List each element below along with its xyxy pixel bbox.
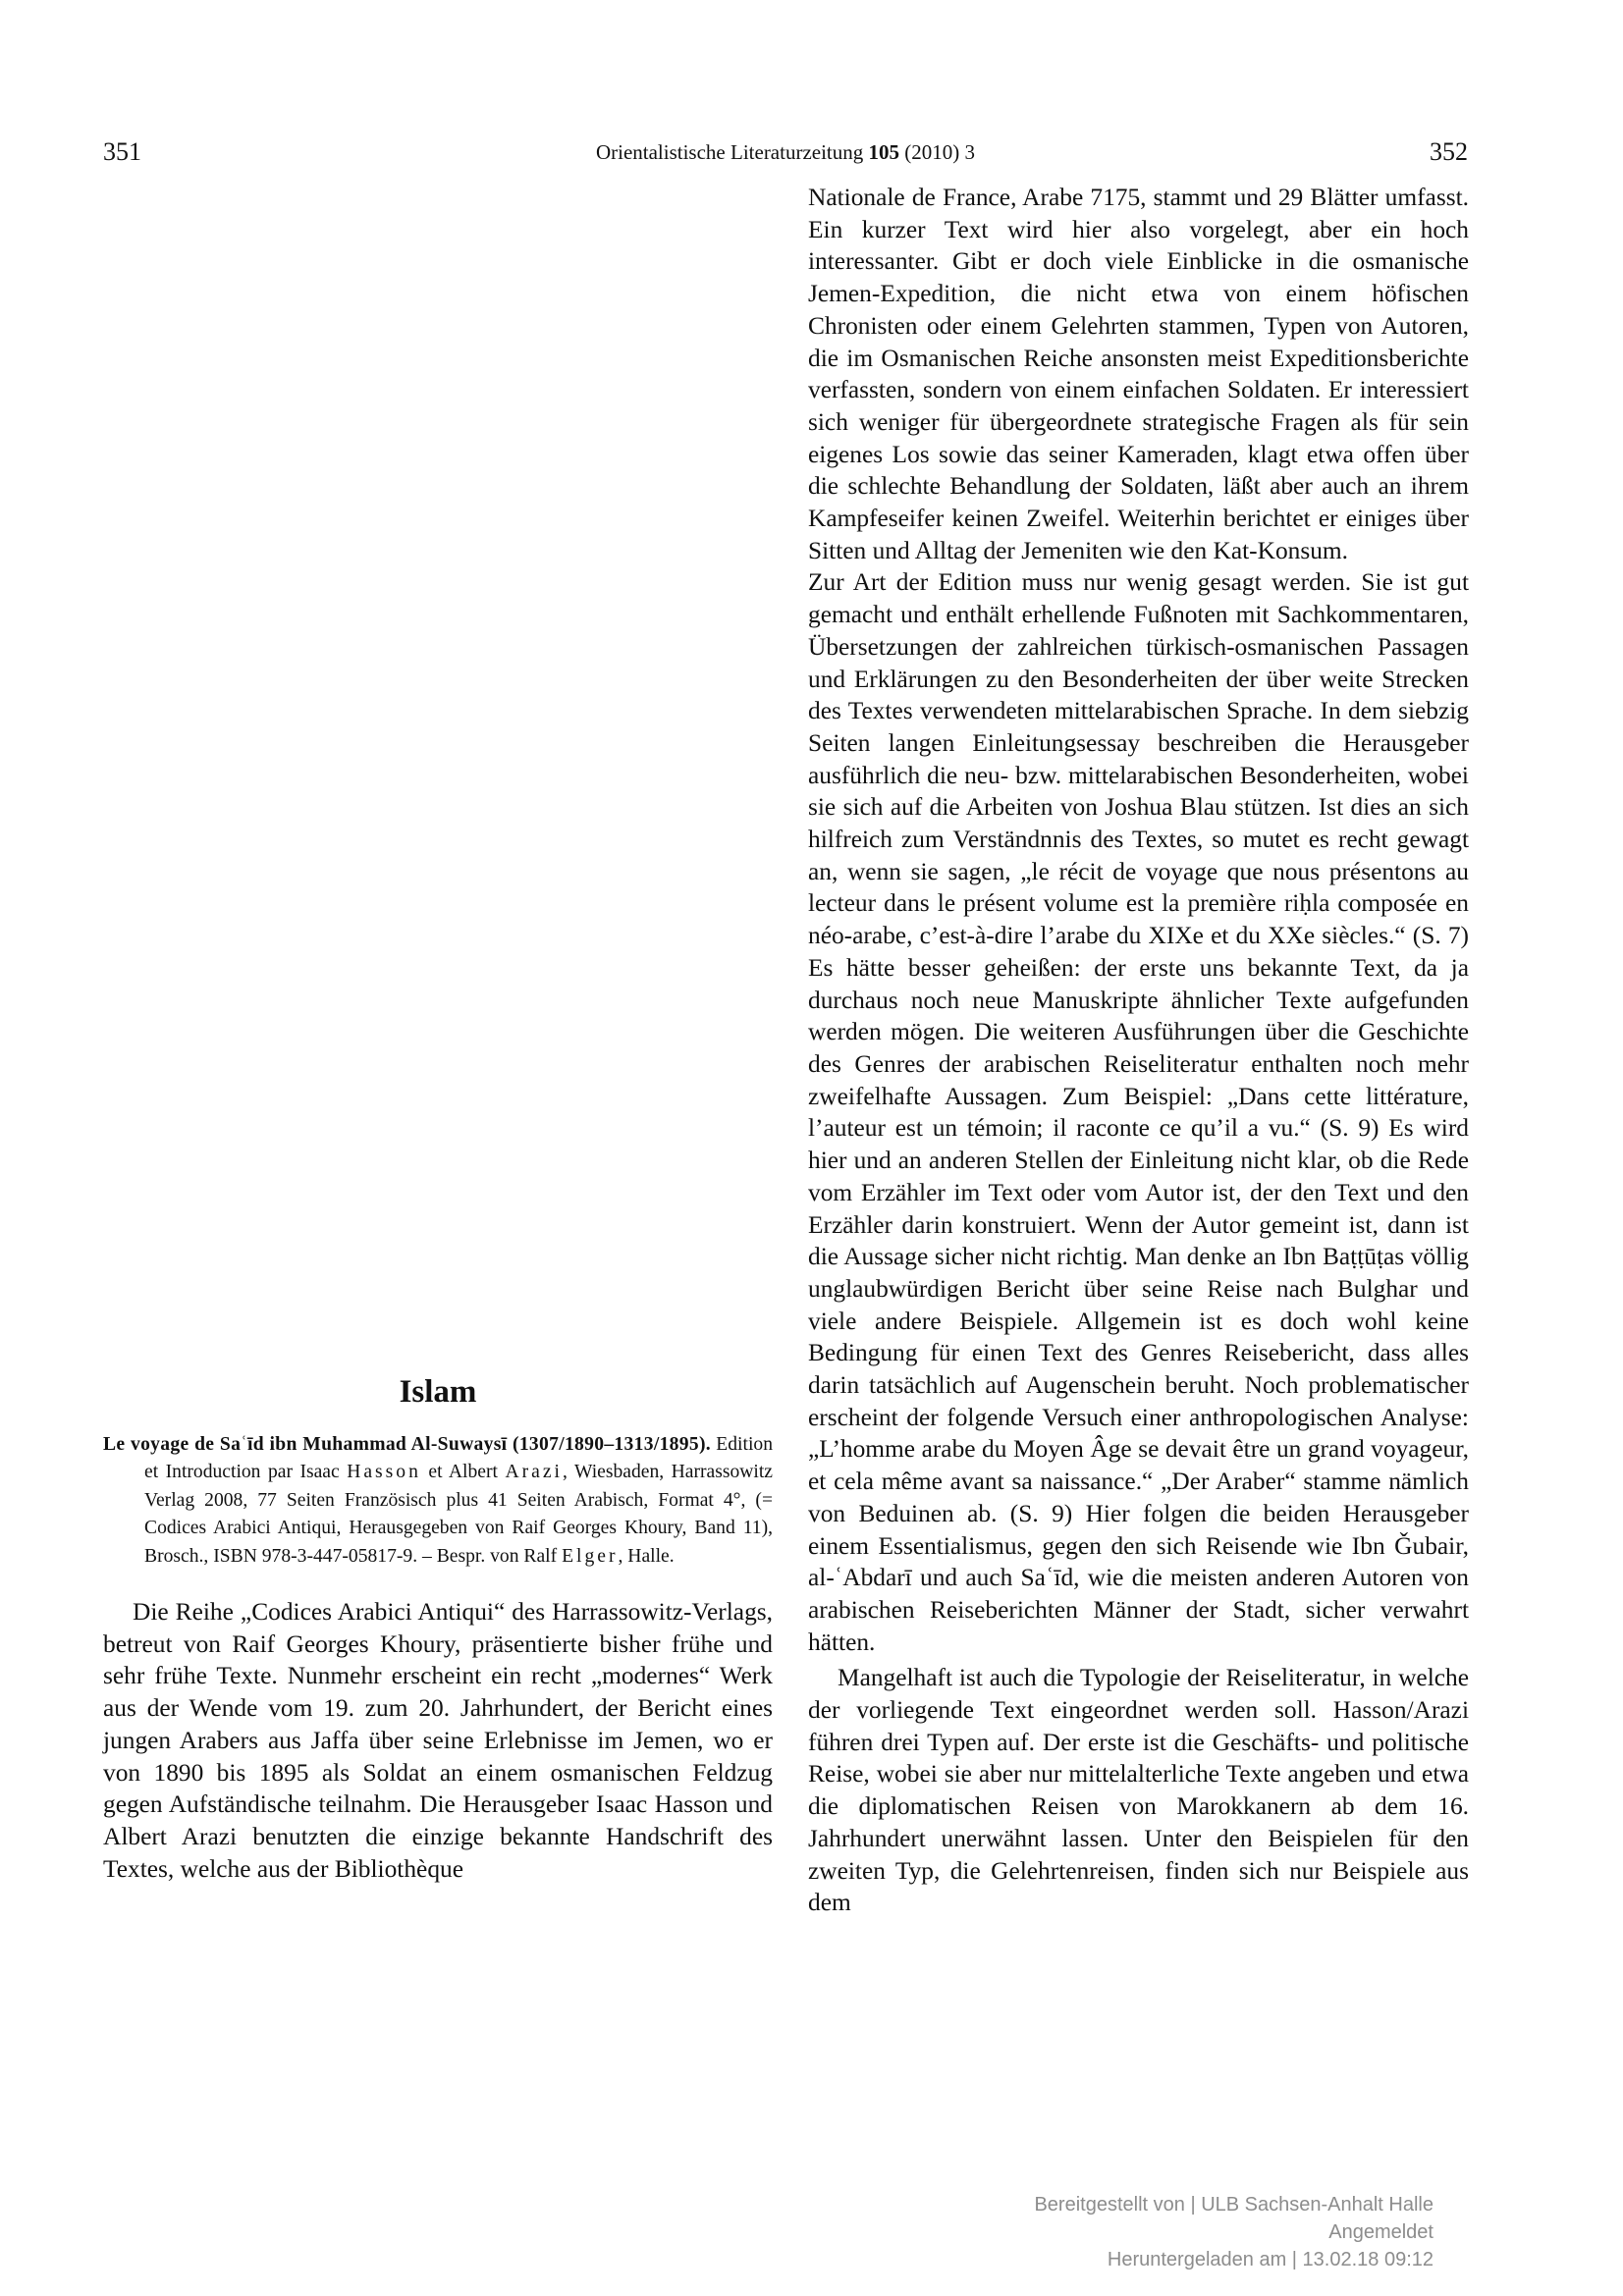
footer-status: Angemeldet	[1328, 2221, 1434, 2243]
journal-volume: 105	[868, 140, 900, 164]
download-footer	[1034, 2191, 1434, 2273]
reviewer-name: Elger	[562, 1545, 619, 1567]
section-title: Islam	[399, 1374, 477, 1410]
biblio-part2: et Albert	[428, 1462, 498, 1483]
right-column	[808, 182, 1469, 1919]
biblio-part1: Edition et Introduction par Isaac	[144, 1434, 773, 1483]
bibliographic-entry	[103, 1431, 773, 1571]
book-title: Le voyage de Saʿīd ibn Muhammad Al-Suwaysī (1307/1890–1313/1895).	[103, 1434, 711, 1455]
journal-year-issue: (2010) 3	[904, 140, 976, 164]
editor-arazi: Arazi	[505, 1462, 563, 1483]
page-number-left: 351	[103, 137, 141, 166]
left-column	[103, 1370, 773, 1885]
biblio-part4: , Halle.	[618, 1545, 675, 1567]
journal-name: Orientalistische Literaturzeitung	[595, 140, 864, 164]
journal-title	[103, 135, 1468, 169]
review-paragraph-4: Mangelhaft ist auch die Typologie der Reiseliteratur, in welche der vorliegende Text eingeordnet werden soll. Hasson/Arazi führen drei Typen auf. Der erste ist die Geschäfts- und politische Reise, wobei sie aber nur mittelalterliche Texte angeben und etwa die diplomatischen Reisen von Marokkanern ab dem 16. Jahrhundert unerwähnt lassen. Unter den Beispielen für den zweiten Typ, die Gelehrtenreisen, finden sich nur Beispiele aus dem	[808, 1664, 1469, 1917]
footer-download-date: Heruntergeladen am | 13.02.18 09:12	[1107, 2249, 1434, 2270]
running-header	[103, 135, 1468, 169]
review-paragraph-3: Zur Art der Edition muss nur wenig gesagt werden. Sie ist gut gemacht und enthält erhellende Fußnoten mit Sachkommentaren, Übersetzungen der zahlreichen türkisch-osmanischen Passagen und Erklärungen zu den Besonderheiten der über weite Strecken des Textes verwendeten mittelarabischen Sprache. In dem siebzig Seiten langen Einleitungsessay beschreiben die Herausgeber ausführlich die neu- bzw. mittelarabischen Besonderheiten, wobei sie sich auf die Arbeiten von Joshua Blau stützen. Ist dies an sich hilfreich zum Verständnnis des Textes, so mutet es recht gewagt an, wenn sie sagen, „le récit de voyage que nous présentons au lecteur dans le présent volume est la première riḥla composée en néo-arabe, c’est-à-dire l’arabe du XIXe et du XXe siècles.“ (S. 7) Es hätte besser geheißen: der erste uns bekannte Text, da ja durchaus noch neue Manuskripte ähnlicher Texte aufgefunden werden mögen. Die weiteren Ausführungen über die Geschichte des Genres der arabischen Reiseliteratur enthalten noch mehr zweifelhafte Aussagen. Zum Beispiel: „Dans cette littérature, l’auteur est un témoin; il raconte ce qu’il a vu.“ (S. 9) Es wird hier und an anderen Stellen der Einleitung nicht klar, ob die Rede vom Erzähler im Text oder vom Autor ist, der den Text und den Erzähler darin konstruiert. Wenn der Autor gemeint ist, dann ist die Aussage sicher nicht richtig. Man denke an Ibn Baṭṭūṭas völlig unglaubwürdigen Bericht über seine Reise nach Bulghar und viele andere Beispiele. Allgemein ist es doch wohl keine Bedingung für einen Text des Genres Reisebericht, dass alles darin tatsächlich auf Augenschein beruht. Noch problematischer erscheint der folgende Versuch einer anthropologischen Analyse: „L’homme arabe du Moyen Âge se devait être un grand voyageur, et cela même avant sa naissance.“ „Der Araber“ stamme nämlich von Beduinen ab. (S. 9) Hier folgen die beiden Herausgeber einem Essentialismus, gegen den sich Reisende wie Ibn Ǧubair, al-ʿAbdarī und auch Saʿīd, wie die meisten anderen Autoren von arabischen Reiseberichten Männer der Stadt, sicher verwahrt hätten.	[808, 568, 1469, 1656]
review-paragraph-1: Die Reihe „Codices Arabici Antiqui“ des Harrassowitz-Verlags, betreut von Raif Georges Khoury, präsentierte bisher frühe und sehr frühe Texte. Nunmehr erscheint ein recht „modernes“ Werk aus der Wende vom 19. zum 20. Jahrhundert, der Bericht eines jungen Arabers aus Jaffa über seine Erlebnisse im Jemen, wo er von 1890 bis 1895 als Soldat an einem osmanischen Feldzug gegen Aufständische teilnahm. Die Herausgeber Isaac Hasson und Albert Arazi benutzten die einzige bekannte Handschrift des Textes, welche aus der Bibliothèque	[103, 1598, 773, 1883]
page-number-right: 352	[1430, 137, 1468, 166]
review-paragraph-2: Nationale de France, Arabe 7175, stammt und 29 Blätter umfasst. Ein kurzer Text wird hier also vorgelegt, aber ein hoch interessanter. Gibt er doch viele Einblicke in die osmanische Jemen-Expedition, die nicht etwa von einem höfischen Chronisten oder einem Gelehrten stammen, Typen von Autoren, die im Osmanischen Reiche ansonsten meist Expeditionsberichte verfassten, sondern von einem einfachen Soldaten. Er interessiert sich weniger für übergeordnete strategische Fragen als für sein eigenes Los sowie das seiner Kameraden, klagt etwa offen über die schlechte Behandlung der Soldaten, läßt aber auch an ihrem Kampfeseifer keinen Zweifel. Weiterhin berichtet er einiges über Sitten und Alltag der Jemeniten wie den Kat-Konsum.	[808, 184, 1469, 564]
biblio-part3: , Wiesbaden, Harrassowitz Verlag 2008, 77 Seiten Französisch plus 41 Seiten Arabisch, Format 4°, (= Codices Arabici Antiqui, Herausgegeben von Raif Georges Khoury, Band 11), Brosch., ISBN 978-3-447-05817-9. – Bespr. von Ralf	[144, 1462, 774, 1567]
footer-provider: Bereitgestellt von | ULB Sachsen-Anhalt Halle	[1034, 2194, 1434, 2216]
editor-hasson: Hasson	[347, 1462, 421, 1483]
